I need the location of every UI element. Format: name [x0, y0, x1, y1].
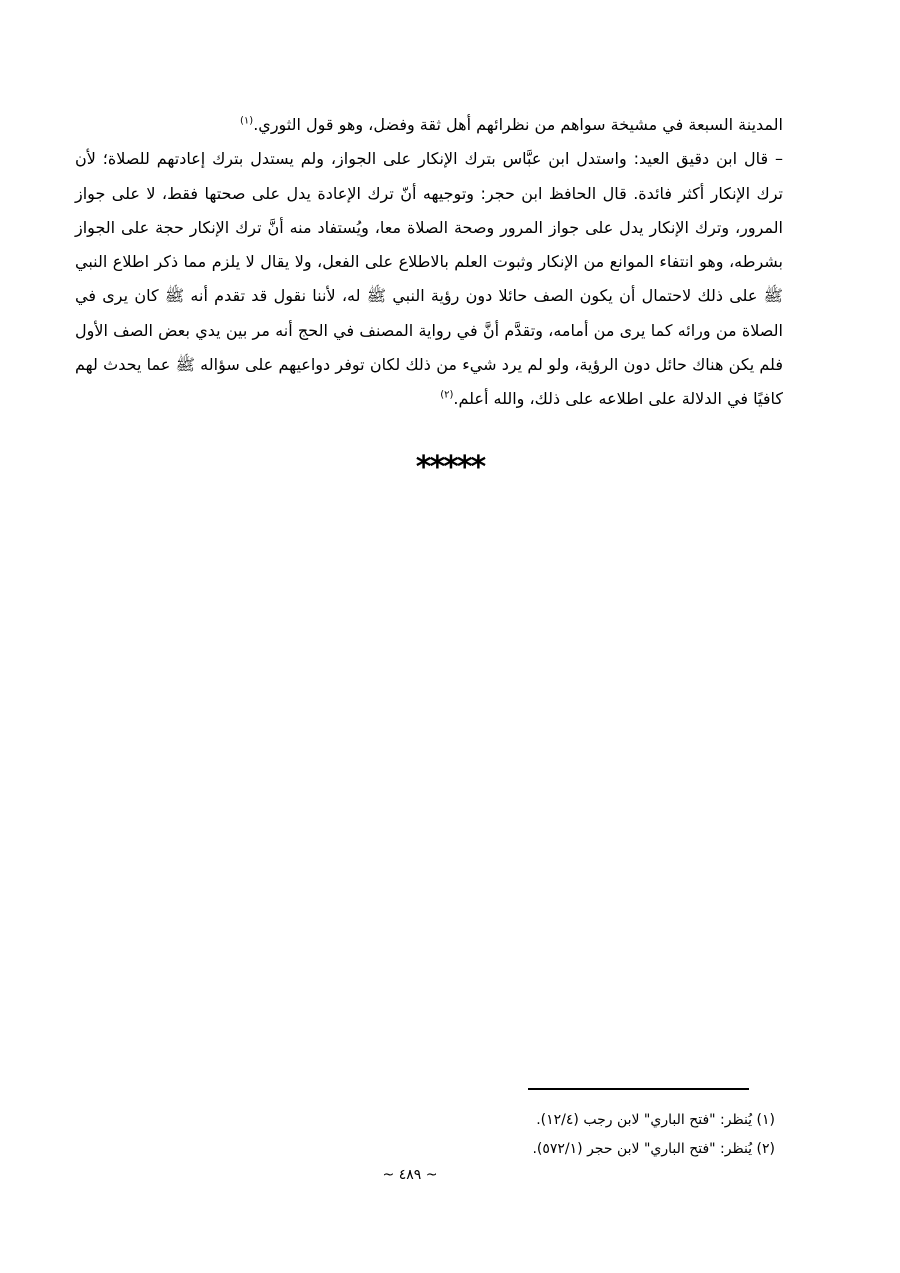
footnote-2: (٢) يُنظر: "فتح الباري" لابن حجر (٥٧٢/١). [532, 1141, 775, 1157]
footnote-ref-1[interactable]: (١) [240, 115, 254, 127]
section-separator: ***** [415, 450, 485, 485]
paragraph-1 [75, 108, 783, 142]
paragraph-2 [75, 142, 783, 416]
footnotes [300, 1106, 775, 1164]
page-number: ~ ٤٨٩ ~ [382, 1167, 438, 1183]
paragraph-2-text: – قال ابن دقيق العيد: واستدل ابن عبَّاس بترك الإنكار على الجواز، ولم يستدل بترك إعادتهم للصلاة؛ لأن ترك الإنكار أكثر فائدة. قال الحافظ ابن حجر: وتوجيهه أنّ ترك الإعادة يدل على صحتها فقط، لا على جواز المرور، وترك الإنكار يدل على جواز المرور وصحة الصلاة معا، ويُستفاد منه أنَّ ترك الإنكار حجة على الجواز بشرطه، وهو انتفاء الموانع من الإنكار وثبوت العلم بالاطلاع على الفعل، ولا يقال لا يلزم مما ذكر اطلاع النبي ﷺ على ذلك لاحتمال أن يكون الصف حائلا دون رؤية النبي ﷺ له، لأننا نقول قد تقدم أنه ﷺ كان يرى في الصلاة من ورائه كما يرى من أمامه، وتقدَّم أنَّ في رواية المصنف في الحج أنه مر بين يدي بعض الصف الأول فلم يكن هناك حائل دون الرؤية، ولو لم يرد شيء من ذلك لكان توفر دواعيهم على سؤاله ﷺ عما يحدث لهم كافيًا في الدلالة على اطلاعه على ذلك، والله أعلم. [75, 149, 783, 409]
paragraph-1-text: المدينة السبعة في مشيخة سواهم من نظرائهم أهل ثقة وفضل، وهو قول الثوري. [253, 115, 783, 134]
footnote-1: (١) يُنظر: "فتح الباري" لابن رجب (١٢/٤). [536, 1112, 775, 1128]
main-text [75, 108, 783, 417]
footnote-ref-2[interactable]: (٢) [440, 390, 454, 402]
footnote-divider [528, 1088, 749, 1090]
